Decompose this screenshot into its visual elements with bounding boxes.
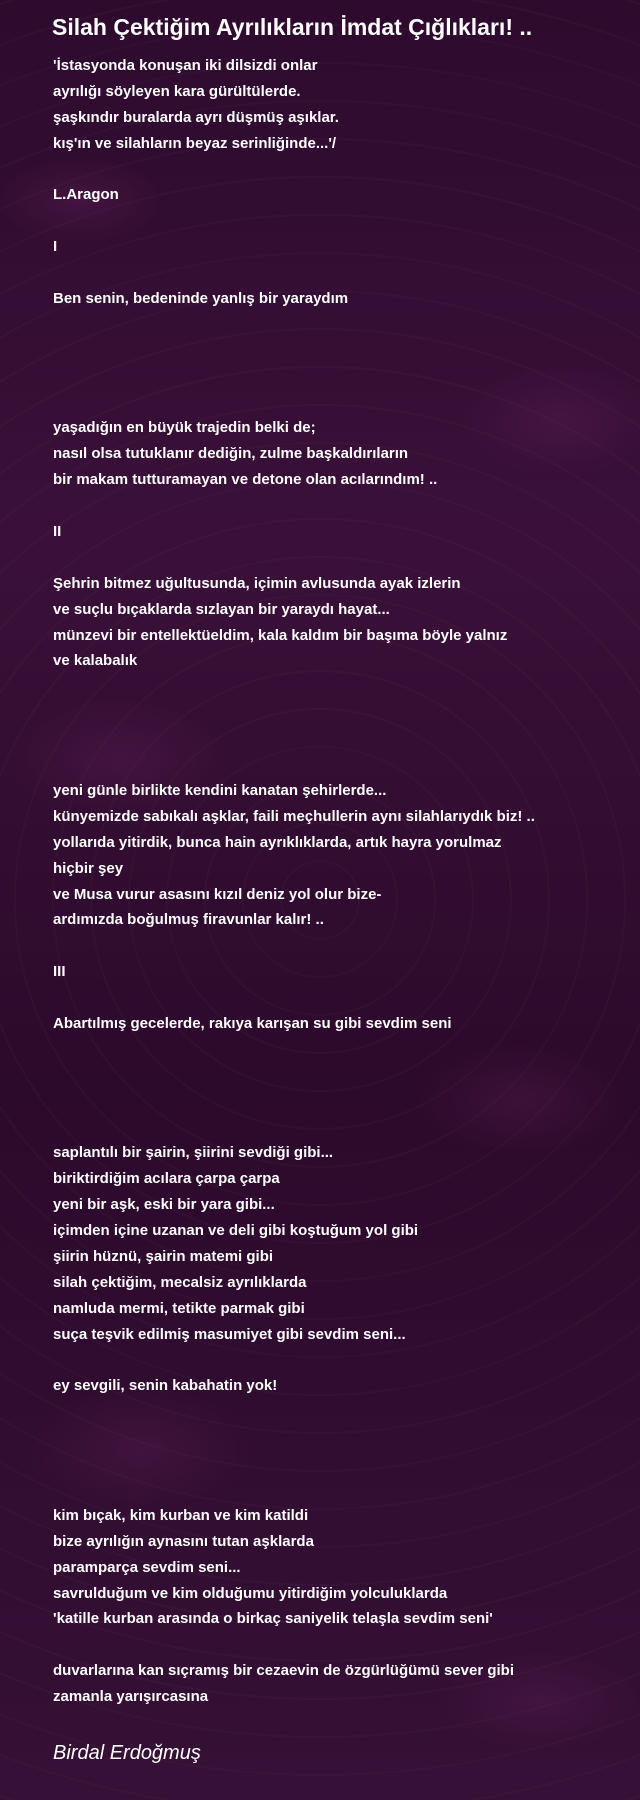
poem-line: 'İstasyonda konuşan iki dilsizdi onlar <box>53 57 318 74</box>
poem-line: I <box>53 238 58 256</box>
poem-line: ayrılığı söyleyen kara gürültülerde. <box>53 82 301 100</box>
stanza-gap <box>53 260 633 286</box>
stanza-gap <box>53 752 633 778</box>
poem-line: ve kalabalık <box>53 652 138 670</box>
stanza-gap <box>53 933 633 959</box>
poem-line: münzevi bir entellektüeldim, kala kaldım bir başıma böyle yalnız <box>53 626 508 644</box>
poem-line: kim bıçak, kim kurban ve kim katildi <box>53 1506 309 1524</box>
poem-line: şaşkındır buralarda ayrı düşmüş aşıklar. <box>53 108 339 126</box>
poem-line: kış'ın ve silahların beyaz serinliğinde...'/ <box>53 134 337 152</box>
poem-line: yeni günle birlikte kendini kanatan şehirlerde... <box>53 781 387 799</box>
poem-line: silah çektiğim, mecalsiz ayrılıklarda <box>53 1273 307 1291</box>
poem-line: yeni bir aşk, eski bir yara gibi... <box>53 1196 275 1214</box>
poem-line: paramparça sevdim seni... <box>53 1558 241 1576</box>
stanza-gap <box>53 1399 633 1425</box>
poem-line: ey sevgili, senin kabahatin yok! <box>53 1377 278 1395</box>
poem-line: künyemizde sabıkalı aşklar, faili meçhullerin aynı silahlarıydık biz! .. <box>53 807 535 825</box>
stanza-gap <box>53 700 633 726</box>
stanza-gap <box>53 985 633 1011</box>
poem-line: ve Musa vurur asasını kızıl deniz yol olur bize- <box>53 885 382 903</box>
poem-line: duvarlarına kan sıçramış bir cezaevin de özgürlüğümü sever gibi <box>53 1662 514 1680</box>
stanza-gap <box>53 390 633 416</box>
poem-line: Ben senin, bedeninde yanlış bir yaraydım <box>53 290 349 308</box>
poem-line: ve suçlu bıçaklarda sızlayan bir yaraydı hayat... <box>53 600 390 618</box>
poem-line: içimden içine uzanan ve deli gibi koştuğum yol gibi <box>53 1222 419 1240</box>
poem-line: biriktirdiğim acılara çarpa çarpa <box>53 1170 280 1188</box>
poem-line: saplantılı bir şairin, şiirini sevdiği gibi... <box>53 1144 334 1162</box>
stanza-gap <box>53 1477 633 1503</box>
poem-line: bize ayrılığın aynasını tutan aşklarda <box>53 1532 314 1550</box>
poem-line: hiçbir şey <box>53 859 124 877</box>
stanza-gap <box>53 1425 633 1451</box>
poem-line: savrulduğum ve kim olduğumu yitirdiğim yolculuklarda <box>53 1584 448 1602</box>
stanza-gap <box>53 1037 633 1063</box>
stanza-gap <box>53 674 633 700</box>
poem-line: Abartılmış gecelerde, rakıya karışan su gibi sevdim seni <box>53 1014 452 1032</box>
poem-line: bir makam tutturamayan ve detone olan acılarındım! .. <box>53 471 438 489</box>
poem-line: yaşadığın en büyük trajedin belki de; <box>53 419 316 437</box>
poem-body <box>53 53 633 1710</box>
poem-line: L.Aragon <box>53 186 119 204</box>
stanza-gap <box>53 1632 633 1658</box>
stanza-gap <box>53 208 633 234</box>
poem-line: şiirin hüznü, şairin matemi gibi <box>53 1247 274 1265</box>
poem-line: Şehrin bitmez uğultusunda, içimin avlusunda ayak izlerin <box>53 574 461 592</box>
poem-line: 'katille kurban arasında o birkaç saniyelik telaşla sevdim seni' <box>53 1610 493 1628</box>
stanza-gap <box>53 338 633 364</box>
poem-line: namluda mermi, tetikte parmak gibi <box>53 1299 305 1317</box>
stanza-gap <box>53 1063 633 1089</box>
poem-line: II <box>53 523 62 541</box>
stanza-gap <box>53 157 633 183</box>
stanza-gap <box>53 1089 633 1115</box>
stanza-gap <box>53 364 633 390</box>
poem-line: suça teşvik edilmiş masumiyet gibi sevdim seni... <box>53 1325 406 1343</box>
poem-line: ardımızda boğulmuş firavunlar kalır! .. <box>53 911 324 929</box>
stanza-gap <box>53 1451 633 1477</box>
poem-line: nasıl olsa tutuklanır dediğin, zulme başkaldırıların <box>53 445 409 463</box>
stanza-gap <box>53 493 633 519</box>
stanza-gap <box>53 1115 633 1141</box>
stanza-gap <box>53 545 633 571</box>
poem-line: yollarıda yitirdik, bunca hain ayrıklıklarda, artık hayra yorulmaz <box>53 833 502 851</box>
author-name: Birdal Erdoğmuş <box>53 1742 201 1764</box>
poem-line: zamanla yarışırcasına <box>53 1688 209 1706</box>
poem-title: Silah Çektiğim Ayrılıkların İmdat Çığlıkları! .. <box>52 14 533 40</box>
stanza-gap <box>53 726 633 752</box>
stanza-gap <box>53 312 633 338</box>
stanza-gap <box>53 1348 633 1374</box>
poem-line: III <box>53 963 66 981</box>
